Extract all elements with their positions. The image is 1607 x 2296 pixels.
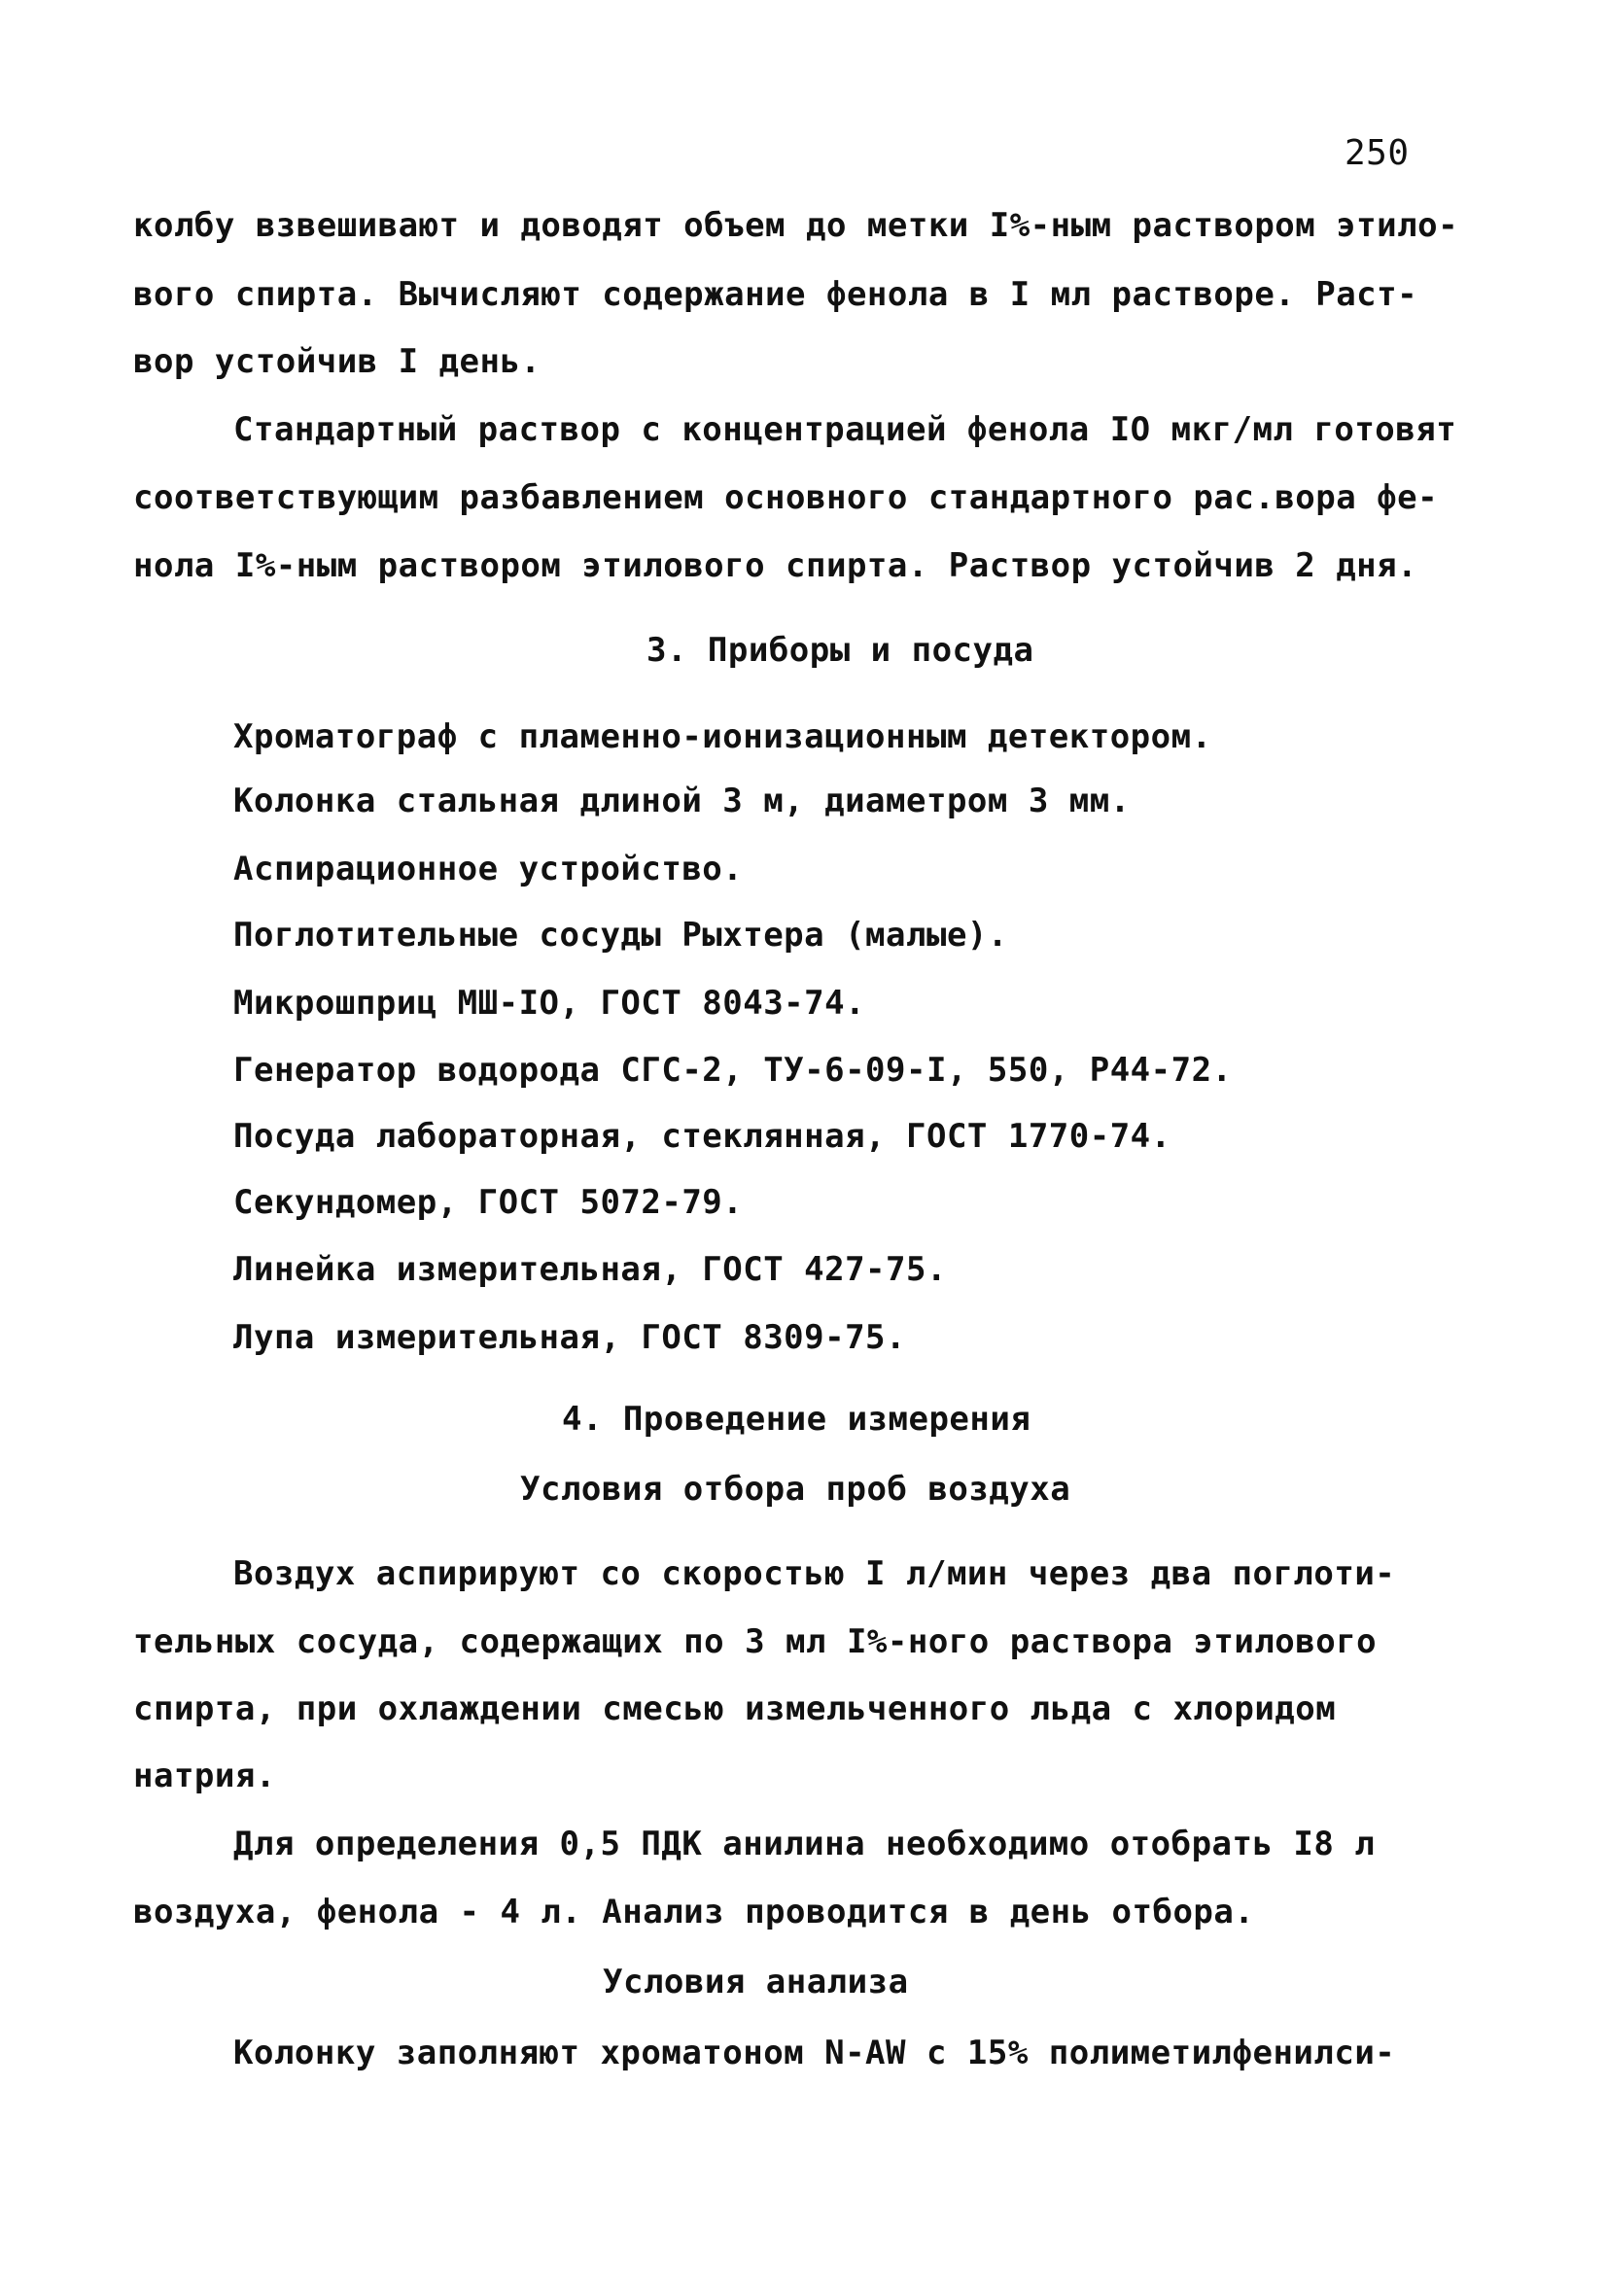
section-3-title: 3. Приборы и посуда [646, 631, 1034, 670]
equipment-item: Хроматограф с пламенно-ионизационным детектором. [233, 717, 1212, 756]
equipment-item: Посуда лабораторная, стеклянная, ГОСТ 1770-74. [233, 1117, 1171, 1156]
equipment-item: Поглотительные сосуды Рыхтера (малые). [233, 916, 1008, 955]
paragraph-4-line-1: Для определения 0,5 ПДК анилина необходимо отобрать I8 л [233, 1825, 1376, 1863]
paragraph-3-line-4: натрия. [133, 1757, 276, 1795]
paragraph-5-line-1: Колонку заполняют хроматоном N-AW с 15% полиметилфенилси- [233, 2034, 1396, 2072]
equipment-item: Секундомер, ГОСТ 5072-79. [233, 1183, 744, 1222]
paragraph-1-line-1: колбу взвешивают и доводят объем до метки I%-ным раствором этило- [133, 206, 1459, 245]
paragraph-2-line-3: нола I%-ным раствором этилового спирта. Раствор устойчив 2 дня. [133, 546, 1418, 585]
equipment-item: Колонка стальная длиной 3 м, диаметром 3 мм. [233, 782, 1131, 820]
paragraph-1-line-2: вого спирта. Вычисляют содержание фенола в I мл растворе. Раст- [133, 275, 1418, 314]
paragraph-3-line-2: тельных сосуда, содержащих по 3 мл I%-ного раствора этилового [133, 1622, 1378, 1661]
equipment-item: Микрошприц МШ-IO, ГОСТ 8043-74. [233, 984, 866, 1023]
paragraph-2-line-2: соответствующим разбавлением основного стандартного рас.вора фе- [133, 478, 1439, 517]
paragraph-3-line-3: спирта, при охлаждении смесью измельченного льда с хлоридом [133, 1689, 1337, 1728]
section-4-subtitle: Условия отбора проб воздуха [520, 1470, 1071, 1509]
equipment-item: Лупа измерительная, ГОСТ 8309-75. [233, 1318, 907, 1357]
equipment-item: Линейка измерительная, ГОСТ 427-75. [233, 1250, 947, 1289]
section-analysis-title: Условия анализа [603, 1963, 909, 2001]
paragraph-2-line-1: Стандартный раствор с концентрацией фенола IO мкг/мл готовят [233, 410, 1457, 449]
equipment-item: Аспирационное устройство. [233, 850, 744, 888]
paragraph-3-line-1: Воздух аспирируют со скоростью I л/мин через два поглоти- [233, 1554, 1396, 1593]
page-number: 250 [1345, 133, 1410, 173]
paragraph-1-line-3: вор устойчив I день. [133, 342, 541, 381]
equipment-item: Генератор водорода СГС-2, ТУ-6-09-I, 550, Р44-72. [233, 1051, 1233, 1090]
paragraph-4-line-2: воздуха, фенола - 4 л. Анализ проводится в день отбора. [133, 1893, 1255, 1931]
section-4-title: 4. Проведение измерения [562, 1400, 1031, 1439]
